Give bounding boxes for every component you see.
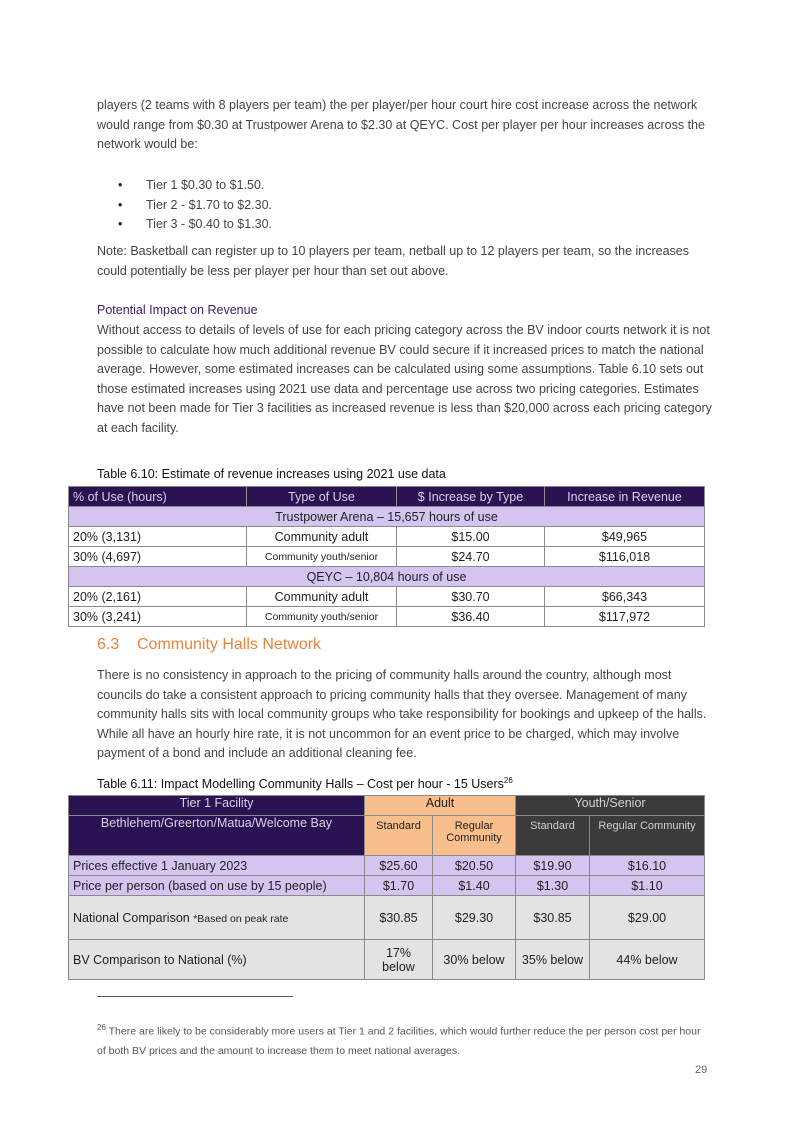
footnote-number: 26 (97, 1023, 106, 1032)
section-number: 6.3 (97, 636, 120, 653)
halls-impact-table (68, 795, 705, 980)
section-title: Community Halls Network (137, 636, 322, 653)
table-cell: $1.10 (590, 876, 705, 896)
table-row (69, 856, 705, 876)
table-cell: 20% (3,131) (69, 527, 247, 547)
table-cell: $25.60 (365, 856, 433, 876)
table-cell: $116,018 (545, 547, 705, 567)
table-cell: Community adult (247, 527, 397, 547)
table-cell: Community youth/senior (247, 547, 397, 567)
table-cell: 30% (4,697) (69, 547, 247, 567)
group-header-trustpower: Trustpower Arena – 15,657 hours of use (69, 507, 705, 527)
table-cell: $15.00 (397, 527, 545, 547)
table-cell: $24.70 (397, 547, 545, 567)
facility-header: Tier 1 Facility (69, 796, 365, 816)
table-cell: $117,972 (545, 607, 705, 627)
table-cell: $20.50 (433, 856, 516, 876)
table-row (69, 940, 705, 980)
table-cell: $66,343 (545, 587, 705, 607)
footnote (97, 1018, 707, 1061)
column-header: Type of Use (247, 487, 397, 507)
table-cell: $30.85 (365, 896, 433, 940)
row-label (69, 896, 365, 940)
row-label-text: National Comparison (73, 910, 194, 925)
table-cell: 20% (2,161) (69, 587, 247, 607)
table-row (69, 587, 705, 607)
list-item: • Tier 3 - $0.40 to $1.30. (118, 215, 272, 235)
table-cell: $29.00 (590, 896, 705, 940)
subheading-revenue: Potential Impact on Revenue (97, 303, 258, 317)
revenue-increase-table (68, 486, 705, 627)
table-row (69, 876, 705, 896)
group-header-qeyc: QEYC – 10,804 hours of use (69, 567, 705, 587)
table-cell: $1.40 (433, 876, 516, 896)
table-cell: Community youth/senior (247, 607, 397, 627)
note-paragraph: Note: Basketball can register up to 10 players per team, netball up to 12 players per team, so the increases could potentially be less per player per hour than set out above. (97, 244, 689, 278)
column-header: $ Increase by Type (397, 487, 545, 507)
adult-header: Adult (365, 796, 516, 816)
adult-standard-header: Standard (365, 816, 433, 856)
section-heading (97, 636, 321, 654)
youth-senior-header: Youth/Senior (516, 796, 705, 816)
table-cell: $49,965 (545, 527, 705, 547)
table-row (69, 607, 705, 627)
adult-regular-header: Regular Community (433, 816, 516, 856)
table-6-10-caption: Table 6.10: Estimate of revenue increases using 2021 use data (97, 467, 446, 481)
list-item: • Tier 2 - $1.70 to $2.30. (118, 196, 272, 216)
table-cell: $19.90 (516, 856, 590, 876)
row-label: Prices effective 1 January 2023 (69, 856, 365, 876)
table-cell: $29.30 (433, 896, 516, 940)
column-header: % of Use (hours) (69, 487, 247, 507)
table-row (69, 527, 705, 547)
table-cell: $36.40 (397, 607, 545, 627)
table-row (69, 896, 705, 940)
table-cell: 44% below (590, 940, 705, 980)
tier-increase-list (118, 176, 272, 235)
caption-text: Table 6.11: Impact Modelling Community Halls – Cost per hour - 15 Users (97, 777, 504, 792)
list-item: • Tier 1 $0.30 to $1.50. (118, 176, 272, 196)
table-row (69, 547, 705, 567)
footnote-ref: 26 (503, 776, 513, 785)
table-cell: 30% (3,241) (69, 607, 247, 627)
page-number: 29 (695, 1064, 708, 1076)
youth-regular-header: Regular Community (590, 816, 705, 856)
intro-paragraph: players (2 teams with 8 players per team) the per player/per hour court hire cost increase across the network would range from $0.30 at Trustpower Arena to $2.30 at QEYC. Cost per player per hour increases across the network would be: (97, 98, 705, 151)
table-cell: Community adult (247, 587, 397, 607)
column-header: Increase in Revenue (545, 487, 705, 507)
table-cell: $16.10 (590, 856, 705, 876)
facility-names: Bethlehem/Greerton/Matua/Welcome Bay (69, 816, 365, 856)
table-cell: 30% below (433, 940, 516, 980)
table-cell: 17% below (365, 940, 433, 980)
table-cell: $1.30 (516, 876, 590, 896)
footnote-divider (97, 996, 293, 997)
table-cell: $30.85 (516, 896, 590, 940)
row-label-note: *Based on peak rate (193, 912, 289, 925)
footnote-text: There are likely to be considerably more users at Tier 1 and 2 facilities, which would further reduce the per person cost per hour of both BV prices and the amount to increase them to meet national averages. (97, 1025, 701, 1057)
halls-paragraph: There is no consistency in approach to the pricing of community halls around the country, although most councils do take a consistent approach to pricing community halls that they oversee. Management of many community halls sits with local community groups who take responsibility for bookings and upkeep of the halls. While all have an hourly hire rate, it is not uncommon for an event price to be charged, which may involve payment of a bond and include an additional cleaning fee. (97, 668, 707, 760)
table-cell: 35% below (516, 940, 590, 980)
row-label: Price per person (based on use by 15 people) (69, 876, 365, 896)
row-label: BV Comparison to National (%) (69, 940, 365, 980)
table-6-11-caption (97, 776, 513, 791)
revenue-paragraph: Without access to details of levels of use for each pricing category across the BV indoor courts network it is not possible to calculate how much additional revenue BV could secure if it increased prices to match the national average. However, some estimated increases can be calculated using some assumptions. Table 6.10 sets out those estimated increases using 2021 use data and percentage use across two pricing categories. Estimates have not been made for Tier 3 facilities as increased revenue is less than $20,000 across each pricing category at each facility. (97, 323, 712, 435)
youth-standard-header: Standard (516, 816, 590, 856)
table-cell: $1.70 (365, 876, 433, 896)
table-cell: $30.70 (397, 587, 545, 607)
